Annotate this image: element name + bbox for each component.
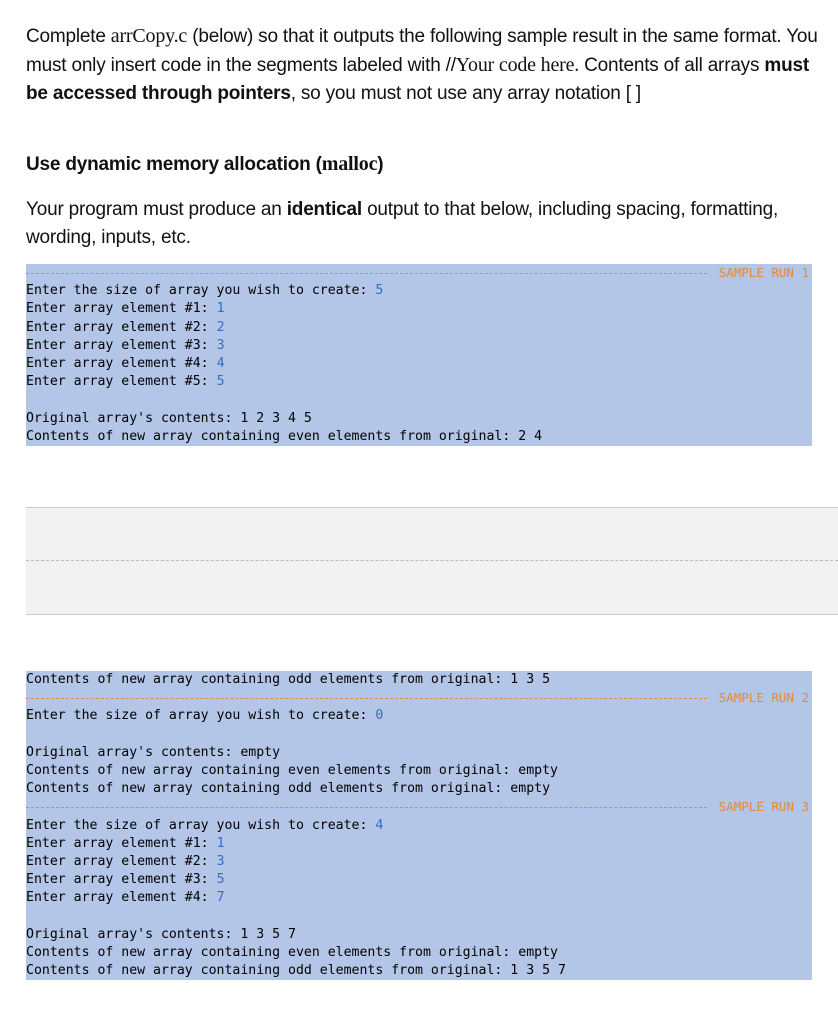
input-value: 1 <box>216 301 225 317</box>
terminal-line: Enter array element #2: 2 <box>26 319 225 335</box>
sample-run-separator <box>26 689 812 707</box>
terminal-line: Enter array element #1: 1 <box>26 835 225 851</box>
input-value: 1 <box>216 835 225 851</box>
terminal-line: Enter array element #2: 3 <box>26 853 225 869</box>
terminal-blank-line <box>26 391 812 409</box>
input-value: 5 <box>216 374 225 390</box>
instructions-text: Contents of all arrays <box>579 55 765 76</box>
output-text: Your program must produce an <box>26 199 287 220</box>
sample-run-label: SAMPLE RUN 1 <box>718 265 809 280</box>
terminal-line: Enter the size of array you wish to create: 0 <box>26 708 384 724</box>
terminal-line: Enter array element #3: 5 <box>26 872 225 888</box>
malloc-text: ) <box>377 154 384 175</box>
page-break-line <box>26 560 838 561</box>
instructions-text: (below) so that it outputs the following sample result in the same format. You must only insert code in the segments labeled with // <box>26 26 818 76</box>
pointer-requirement: must be accessed through pointers <box>26 55 809 104</box>
input-value: 0 <box>375 708 384 724</box>
terminal-line: Enter array element #5: 5 <box>26 374 225 390</box>
terminal-line: Contents of new array containing even elements from original: 2 4 <box>26 428 543 444</box>
terminal-line: Original array's contents: empty <box>26 744 281 760</box>
code-marker: Your code here. <box>455 54 580 76</box>
input-value: 3 <box>216 853 225 869</box>
filename-code: arrCopy.c <box>110 25 188 47</box>
sample-run-label: SAMPLE RUN 3 <box>718 799 809 815</box>
terminal-blank-line <box>26 907 812 925</box>
input-value: 4 <box>216 355 225 371</box>
sample-run-2-3-terminal <box>26 671 812 980</box>
terminal-line: Enter the size of array you wish to create: 5 <box>26 283 384 299</box>
identical-text: identical <box>286 199 362 220</box>
instructions-text: Complete <box>26 26 111 47</box>
sample-run-label: SAMPLE RUN 2 <box>718 690 809 706</box>
terminal-line: Contents of new array containing odd elements from original: 1 3 5 <box>26 672 551 687</box>
terminal-blank-line <box>26 726 812 744</box>
sample-run-separator <box>26 798 812 816</box>
malloc-requirement <box>26 150 826 179</box>
terminal-line: Contents of new array containing odd elements from original: empty <box>26 781 551 797</box>
input-value: 5 <box>375 283 384 299</box>
terminal-line: Original array's contents: 1 2 3 4 5 <box>26 410 312 426</box>
terminal-line: Enter the size of array you wish to create: 4 <box>26 817 384 833</box>
sample-run-separator <box>26 264 812 282</box>
page-break-gap <box>26 507 838 615</box>
terminal-line: Enter array element #3: 3 <box>26 337 225 353</box>
input-value: 2 <box>216 319 225 335</box>
output-requirement <box>26 196 826 252</box>
malloc-text: Use dynamic memory allocation ( <box>26 154 322 175</box>
input-value: 3 <box>216 337 225 353</box>
terminal-line: Contents of new array containing even elements from original: empty <box>26 944 558 960</box>
terminal-line: Contents of new array containing even elements from original: empty <box>26 762 558 778</box>
terminal-line: Original array's contents: 1 3 5 7 <box>26 926 296 942</box>
instructions-text: , so you must not use any array notation [ ] <box>290 83 641 104</box>
terminal-line: Enter array element #4: 7 <box>26 890 225 906</box>
input-value: 5 <box>216 872 225 888</box>
output-text: output to that below, including spacing, formatting, wording, inputs, etc. <box>26 199 779 248</box>
sample-run-1-terminal <box>26 264 812 446</box>
input-value: 4 <box>375 817 384 833</box>
malloc-code: malloc <box>321 153 378 175</box>
terminal-line: Contents of new array containing odd elements from original: 1 3 5 7 <box>26 963 566 978</box>
terminal-line: Enter array element #1: 1 <box>26 301 225 317</box>
input-value: 7 <box>216 890 225 906</box>
instructions-paragraph <box>26 22 826 108</box>
terminal-line: Enter array element #4: 4 <box>26 355 225 371</box>
